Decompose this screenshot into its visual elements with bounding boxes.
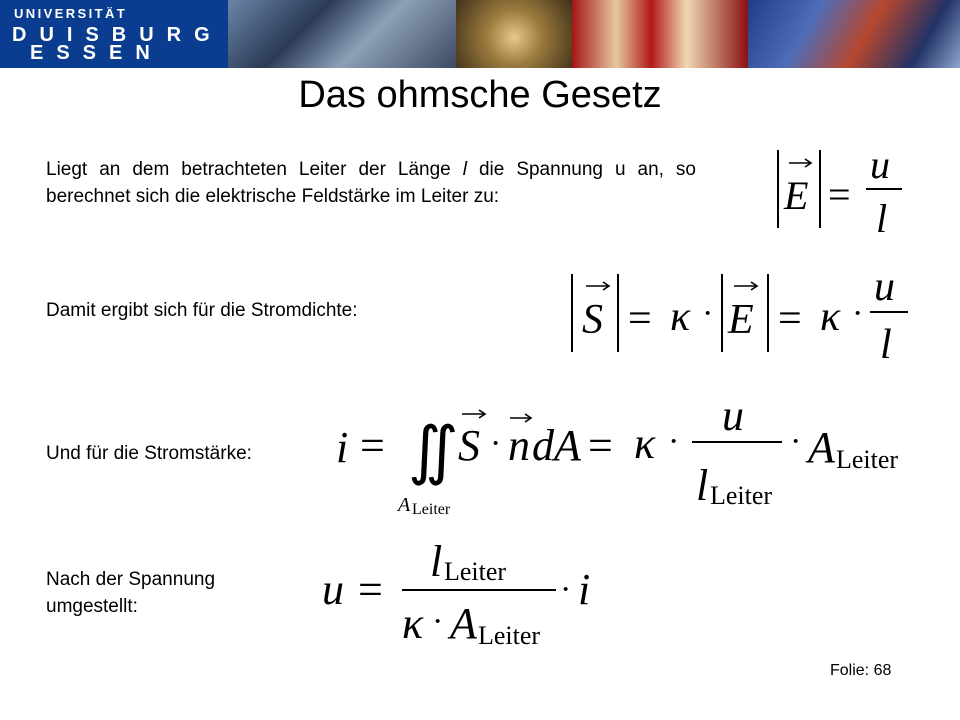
formula-field-strength xyxy=(770,140,910,240)
formula-voltage xyxy=(318,534,608,658)
svg-text:u: u xyxy=(874,264,895,310)
svg-text:l: l xyxy=(696,461,709,510)
spannung-text: Nach der Spannung umgestellt: xyxy=(46,569,216,617)
svg-text:l: l xyxy=(876,196,888,240)
svg-text:l: l xyxy=(430,537,443,586)
subscript-leiter-5: Leiter xyxy=(478,621,541,650)
svg-text:κ: κ xyxy=(402,599,424,648)
svg-text:E: E xyxy=(784,173,809,218)
svg-text:=: = xyxy=(360,421,385,470)
svg-text:=: = xyxy=(358,565,383,614)
header-photo-4 xyxy=(748,0,960,68)
svg-text:S: S xyxy=(458,421,480,470)
slide-number: Folie: 68 xyxy=(830,662,892,679)
svg-text:=: = xyxy=(588,421,613,470)
svg-text:κ: κ xyxy=(820,294,841,340)
intro-text xyxy=(46,156,696,210)
svg-text:A: A xyxy=(808,423,835,472)
svg-text:u: u xyxy=(870,142,890,187)
header-banner xyxy=(0,0,960,68)
header-photo-3 xyxy=(572,0,748,68)
slide-title: Das ohmsche Gesetz xyxy=(298,74,662,116)
svg-text:i: i xyxy=(578,565,591,614)
svg-text:A: A xyxy=(398,494,411,516)
svg-text:S: S xyxy=(582,297,603,343)
intro-text-part2: die Spannung u an, so berechnet sich die elektrische Feldstärke im Leiter zu: xyxy=(46,159,696,207)
svg-text:A: A xyxy=(450,599,477,648)
svg-text:E: E xyxy=(728,297,754,343)
formula-current xyxy=(330,396,920,520)
svg-text:κ: κ xyxy=(634,419,656,468)
svg-text:=: = xyxy=(778,296,802,342)
svg-text:=: = xyxy=(828,172,851,217)
stromdichte-text: Damit ergibt sich für die Stromdichte: xyxy=(46,300,358,321)
intro-text-italic-l: l xyxy=(462,159,467,180)
header-photo-1 xyxy=(228,0,456,68)
svg-text:dA: dA xyxy=(532,421,581,470)
subscript-leiter-2: Leiter xyxy=(710,481,773,510)
subscript-leiter-3: Leiter xyxy=(836,445,899,474)
svg-text:n: n xyxy=(508,421,530,470)
svg-text:u: u xyxy=(322,565,344,614)
logo-text-top: UNIVERSITÄT xyxy=(14,6,128,21)
svg-text:κ: κ xyxy=(670,294,691,340)
svg-text:·: · xyxy=(490,425,502,462)
svg-text:∬: ∬ xyxy=(408,415,459,486)
svg-text:·: · xyxy=(790,423,802,460)
intro-text-part1: Liegt an dem betrachteten Leiter der Länge xyxy=(46,159,463,180)
svg-text:i: i xyxy=(336,423,349,472)
university-logo xyxy=(0,0,228,68)
formula-current-density xyxy=(566,262,916,366)
logo-text-duisburg: DUISBURG xyxy=(12,24,223,46)
svg-text:u: u xyxy=(722,396,744,440)
logo-text-essen: ESSEN xyxy=(30,42,163,64)
svg-text:·: · xyxy=(852,295,864,332)
svg-text:·: · xyxy=(668,423,680,460)
svg-text:·: · xyxy=(702,295,714,332)
svg-text:l: l xyxy=(880,322,892,366)
stromstaerke-text: Und für die Stromstärke: xyxy=(46,443,252,464)
subscript-leiter-4: Leiter xyxy=(444,557,507,586)
header-photo-2 xyxy=(456,0,572,68)
svg-text:·: · xyxy=(432,603,444,640)
svg-text:=: = xyxy=(628,296,652,342)
svg-text:·: · xyxy=(560,571,572,608)
subscript-leiter-1: Leiter xyxy=(412,501,451,518)
